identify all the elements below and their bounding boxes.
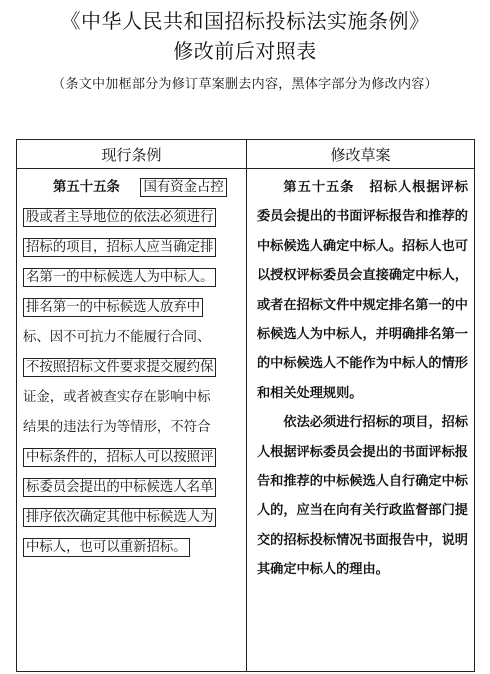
current-article-first-line (23, 173, 242, 203)
draft-paragraph-1-text: 招标人根据评标委员会提出的书面评标报告和推荐的中标候选人确定中标人。招标人也可以授权评标委员会直接确定中标人，或者在招标文件中规定排名第一的中标候选人为中标人，并明确排名第一的中标候选人不能作为中标人的情形和相关处理规则。 (257, 180, 469, 401)
deleted-text-segment: 中标条件的，招标人可以按照评 (23, 448, 216, 467)
draft-amendment-cell (247, 169, 475, 672)
table-header-row (17, 140, 475, 169)
table-row (17, 169, 475, 672)
deleted-text-segment: 不按照招标文件要求提交履约保 (23, 358, 216, 377)
column-header-draft: 修改草案 (247, 140, 475, 169)
current-regulation-cell (17, 169, 247, 672)
draft-paragraph-2: 依法必须进行招标的项目，招标人根据评标委员会提出的书面评标报告和推荐的中标候选人自行确定中标人的，应当在向有关行政监督部门提交的招标投标情况书面报告中，说明其确定中标人的理由。 (257, 415, 469, 578)
current-text-segment: 结果的违法行为等情形，不符合 (23, 420, 211, 435)
current-text-line (23, 203, 242, 233)
current-article-number: 第五十五条 (53, 180, 120, 195)
deleted-text-segment: 中标人，也可以重新招标。 (23, 538, 190, 557)
current-text-line (23, 233, 242, 263)
current-text-line (23, 503, 242, 533)
document-title: 《中华人民共和国招标投标法实施条例》 (60, 9, 430, 33)
deleted-text-segment: 排名第一的中标候选人放弃中 (23, 298, 203, 317)
current-text-segment: 标、因不可抗力不能履行合同、 (23, 330, 211, 345)
draft-article-number: 第五十五条 (283, 180, 355, 195)
current-text-line (23, 443, 242, 473)
current-text-segment: 证金，或者被查实存在影响中标 (23, 390, 211, 405)
editing-note: （条文中加框部分为修订草案删去内容，黑体字部分为修改内容） (52, 77, 438, 92)
current-text-line (23, 353, 242, 383)
deleted-text-segment: 名第一的中标候选人为中标人。 (23, 268, 216, 287)
deleted-text-segment: 股或者主导地位的依法必须进行 (23, 208, 216, 227)
deleted-text-segment: 排序依次确定其他中标候选人为 (23, 508, 216, 527)
current-text-line (23, 293, 242, 323)
current-text-line (23, 263, 242, 293)
deleted-text-segment: 国有资金占控 (140, 178, 226, 197)
draft-paragraph-1 (257, 173, 468, 408)
column-header-current: 现行条例 (17, 140, 247, 169)
current-text-line (23, 413, 242, 443)
current-text-line (23, 473, 242, 503)
current-text-line (23, 533, 242, 563)
current-text-line (23, 383, 242, 413)
current-text-line (23, 323, 242, 353)
deleted-text-segment: 标委员会提出的中标候选人名单 (23, 478, 216, 497)
deleted-text-segment: 招标的项目，招标人应当确定排 (23, 238, 216, 257)
comparison-table (16, 139, 475, 672)
document-subtitle: 修改前后对照表 (173, 39, 317, 63)
